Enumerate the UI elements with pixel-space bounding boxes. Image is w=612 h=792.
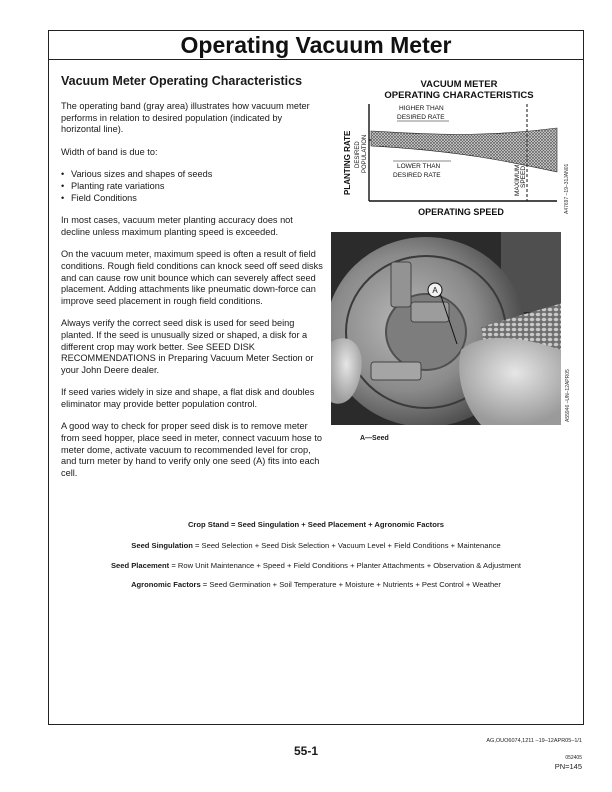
paragraph-width-of-band: Width of band is due to: [61, 146, 158, 157]
paragraph-verify-disk: Always verify the correct seed disk is used for seed being planted. If the seed is unusually sized or shaped, a disk for a different crop may work better. See SEED DISK RECOMMENDATIONS in Preparing Vacuum Meter Section or your John Deere dealer. [61, 318, 314, 375]
formula-definition: = Row Unit Maintenance + Speed + Field Conditions + Planter Attachments + Observation & Adjustment [169, 561, 522, 570]
list-item: • Various sizes and shapes of seeds [61, 169, 323, 181]
paragraph-max-speed: On the vacuum meter, maximum speed is often a result of field conditions. Rough field conditions can knock seed off seed disks and can cause row unit bounce which can severely affect seed placement. Adding attachments like pneumatic down-force can improve seed placement in rough field conditions. [61, 249, 323, 306]
photo-svg [331, 232, 571, 425]
paragraph-check-disk: A good way to check for proper seed disk is to remove meter from seed hopper, place seed in meter, connect vacuum hose to meter dome, activate vacuum to recommended level for crop, and turn meter by hand to verify only one seed (A) fits into each cell. [61, 421, 322, 478]
maximum-speed-label-2: SPEED [520, 165, 527, 188]
pn-number: PN=145 [554, 762, 582, 771]
document-reference: AG,OUO6074,1211 –19–12APR05–1/1 [486, 738, 582, 744]
list-item: • Planting rate variations [61, 181, 323, 193]
paragraph-accuracy: In most cases, vacuum meter planting accuracy does not decline unless maximum planting speed is exceeded. [61, 215, 293, 237]
formula-definition: = Seed Germination + Soil Temperature + Moisture + Nutrients + Pest Control + Weather [200, 580, 501, 589]
paragraph-flat-disk: If seed varies widely in size and shape, a flat disk and doubles eliminator may provide better population control. [61, 387, 315, 409]
paragraph-operating-band: The operating band (gray area) illustrates how vacuum meter performs in relation to desired population (indicated by horizontal line). [61, 101, 310, 135]
y-axis-label: PLANTING RATE [343, 130, 352, 195]
formula-crop-stand [48, 520, 584, 529]
graph-side-code: A47697 –19–31JAN01 [564, 163, 570, 214]
formula-term: Seed Singulation [131, 541, 193, 550]
right-hand [459, 338, 571, 425]
page-number: 55-1 [293, 744, 319, 758]
formula-term: Agronomic Factors [131, 580, 201, 589]
formula-seed-singulation [48, 541, 584, 550]
formula-definition: = Seed Selection + Seed Disk Selection + Vacuum Level + Field Conditions + Maintenance [192, 541, 501, 550]
formula-definition: = Seed Singulation + Seed Placement + Agronomic Factors [228, 520, 445, 529]
graph-title-line1: VACUUM METER [420, 79, 498, 90]
photo-caption: A—Seed [360, 435, 389, 442]
formula-term: Seed Placement [110, 561, 170, 570]
body-column [61, 101, 323, 479]
desired-population-label-2: POPULATION [362, 134, 368, 173]
graph-title-line2: OPERATING CHARACTERISTICS [384, 90, 534, 101]
formula-term: Crop Stand [187, 520, 229, 529]
operating-characteristics-graph [331, 76, 571, 222]
title-box [48, 30, 584, 60]
bullet-list [61, 169, 323, 204]
date-code: 052405 [565, 755, 582, 761]
higher-than-label-2: DESIRED RATE [397, 114, 445, 121]
formula-seed-placement [48, 561, 584, 570]
higher-than-label-1: HIGHER THAN [399, 105, 444, 112]
section-heading: Vacuum Meter Operating Characteristics [61, 74, 303, 88]
graph-svg [331, 76, 571, 222]
list-item: • Field Conditions [61, 193, 323, 205]
lower-than-label-1: LOWER THAN [397, 163, 441, 170]
lower-than-label-2: DESIRED RATE [393, 172, 441, 179]
photo-side-code: A55946 –UN–12APR05 [565, 369, 571, 422]
page-title: Operating Vacuum Meter [180, 31, 452, 58]
seed-meter-photo [331, 232, 571, 425]
formula-agronomic-factors [48, 580, 584, 589]
x-axis-label: OPERATING SPEED [418, 207, 504, 217]
callout-label: A [432, 286, 438, 295]
maximum-speed-label-1: MAXIMUM [514, 164, 521, 196]
desired-population-label-1: DESIRED [355, 141, 361, 168]
